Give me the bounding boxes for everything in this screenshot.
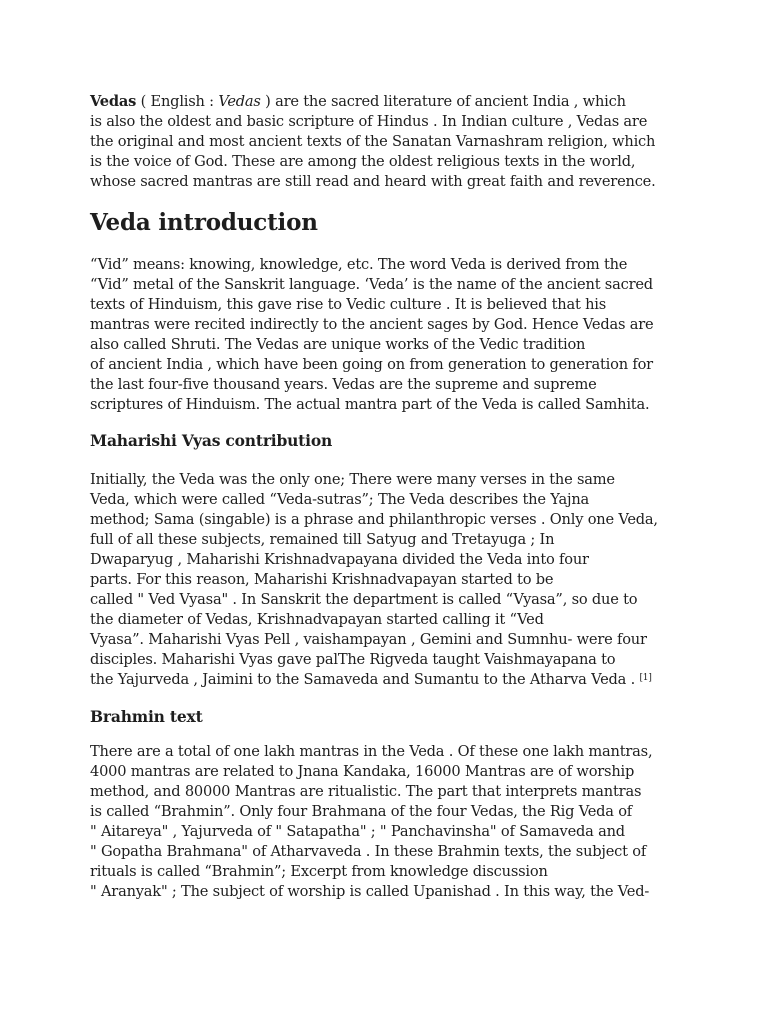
heading-brahmin-text: Brahmin text <box>90 707 203 726</box>
veda-intro-line: also called Shruti. The Vedas are unique works of the Vedic tradition <box>90 336 586 353</box>
vyas-line: called " Ved Vyasa" . In Sanskrit the department is called “Vyasa”, so due to <box>90 591 638 608</box>
intro-paren-open: ( English : <box>136 93 219 110</box>
veda-intro-paragraph <box>90 255 690 415</box>
brahmin-line: 4000 mantras are related to Jnana Kandaka, 16000 Mantras are of worship <box>90 763 635 780</box>
brahmin-line: " Aitareya" , Yajurveda of " Satapatha" ; " Panchavinsha" of Samaveda and <box>90 823 625 840</box>
veda-intro-line: of ancient India , which have been going on from generation to generation for <box>90 356 653 373</box>
intro-line: whose sacred mantras are still read and heard with great faith and reverence. <box>90 173 656 190</box>
vyas-line: Dwaparyug , Maharishi Krishnadvapayana divided the Veda into four <box>90 551 589 568</box>
vyas-line: Vyasa”. Maharishi Vyas Pell , vaishampayan , Gemini and Sumnhu- were four <box>90 631 647 648</box>
veda-intro-line: “Vid” metal of the Sanskrit language. ‘Veda’ is the name of the ancient sacred <box>90 276 653 293</box>
intro-line1-rest: ) are the sacred literature of ancient India , which <box>260 93 626 110</box>
intro-line: is the voice of God. These are among the oldest religious texts in the world, <box>90 153 636 170</box>
brahmin-paragraph <box>90 742 690 902</box>
vyas-last-line <box>90 670 690 690</box>
veda-intro-line: texts of Hinduism, this gave rise to Vedic culture . It is believed that his <box>90 296 607 313</box>
intro-term: Vedas <box>90 93 137 110</box>
vyas-paragraph <box>90 470 690 690</box>
intro-line: the original and most ancient texts of the Sanatan Varnashram religion, which <box>90 133 656 150</box>
veda-intro-line: scriptures of Hinduism. The actual mantra part of the Veda is called Samhita. <box>90 396 650 413</box>
vyas-line: method; Sama (singable) is a phrase and philanthropic verses . Only one Veda, <box>90 511 658 528</box>
vyas-last-line-text: the Yajurveda , Jaimini to the Samaveda and Sumantu to the Atharva Veda . <box>90 671 640 688</box>
intro-line: is also the oldest and basic scripture of Hindus . In Indian culture , Vedas are <box>90 113 648 130</box>
brahmin-line: " Gopatha Brahmana" of Atharvaveda . In these Brahmin texts, the subject of <box>90 843 647 860</box>
brahmin-line: method, and 80000 Mantras are ritualistic. The part that interprets mantras <box>90 783 642 800</box>
vyas-line: full of all these subjects, remained till Satyug and Tretayuga ; In <box>90 531 555 548</box>
intro-english-term: Vedas <box>218 93 261 110</box>
heading-maharishi-vyas-contribution: Maharishi Vyas contribution <box>90 431 333 450</box>
citation-link[interactable]: [1] <box>639 673 652 683</box>
brahmin-line: There are a total of one lakh mantras in the Veda . Of these one lakh mantras, <box>90 743 653 760</box>
intro-paragraph <box>90 92 690 192</box>
intro-first-line <box>90 92 690 112</box>
vyas-line: Veda, which were called “Veda-sutras”; The Veda describes the Yajna <box>90 491 590 508</box>
vyas-line: parts. For this reason, Maharishi Krishnadvapayan started to be <box>90 571 554 588</box>
brahmin-line: rituals is called “Brahmin”; Excerpt from knowledge discussion <box>90 863 548 880</box>
veda-intro-line: mantras were recited indirectly to the ancient sages by God. Hence Vedas are <box>90 316 654 333</box>
brahmin-line: " Aranyak" ; The subject of worship is called Upanishad . In this way, the Ved- <box>90 883 650 900</box>
vyas-line: Initially, the Veda was the only one; There were many verses in the same <box>90 471 615 488</box>
brahmin-line: is called “Brahmin”. Only four Brahmana of the four Vedas, the Rig Veda of <box>90 803 633 820</box>
heading-veda-introduction: Veda introduction <box>90 209 318 236</box>
veda-intro-line: “Vid” means: knowing, knowledge, etc. The word Veda is derived from the <box>90 256 628 273</box>
vyas-line: the diameter of Vedas, Krishnadvapayan started calling it “Ved <box>90 611 544 628</box>
veda-intro-line: the last four-five thousand years. Vedas are the supreme and supreme <box>90 376 597 393</box>
vyas-line: disciples. Maharishi Vyas gave palThe Rigveda taught Vaishmayapana to <box>90 651 616 668</box>
